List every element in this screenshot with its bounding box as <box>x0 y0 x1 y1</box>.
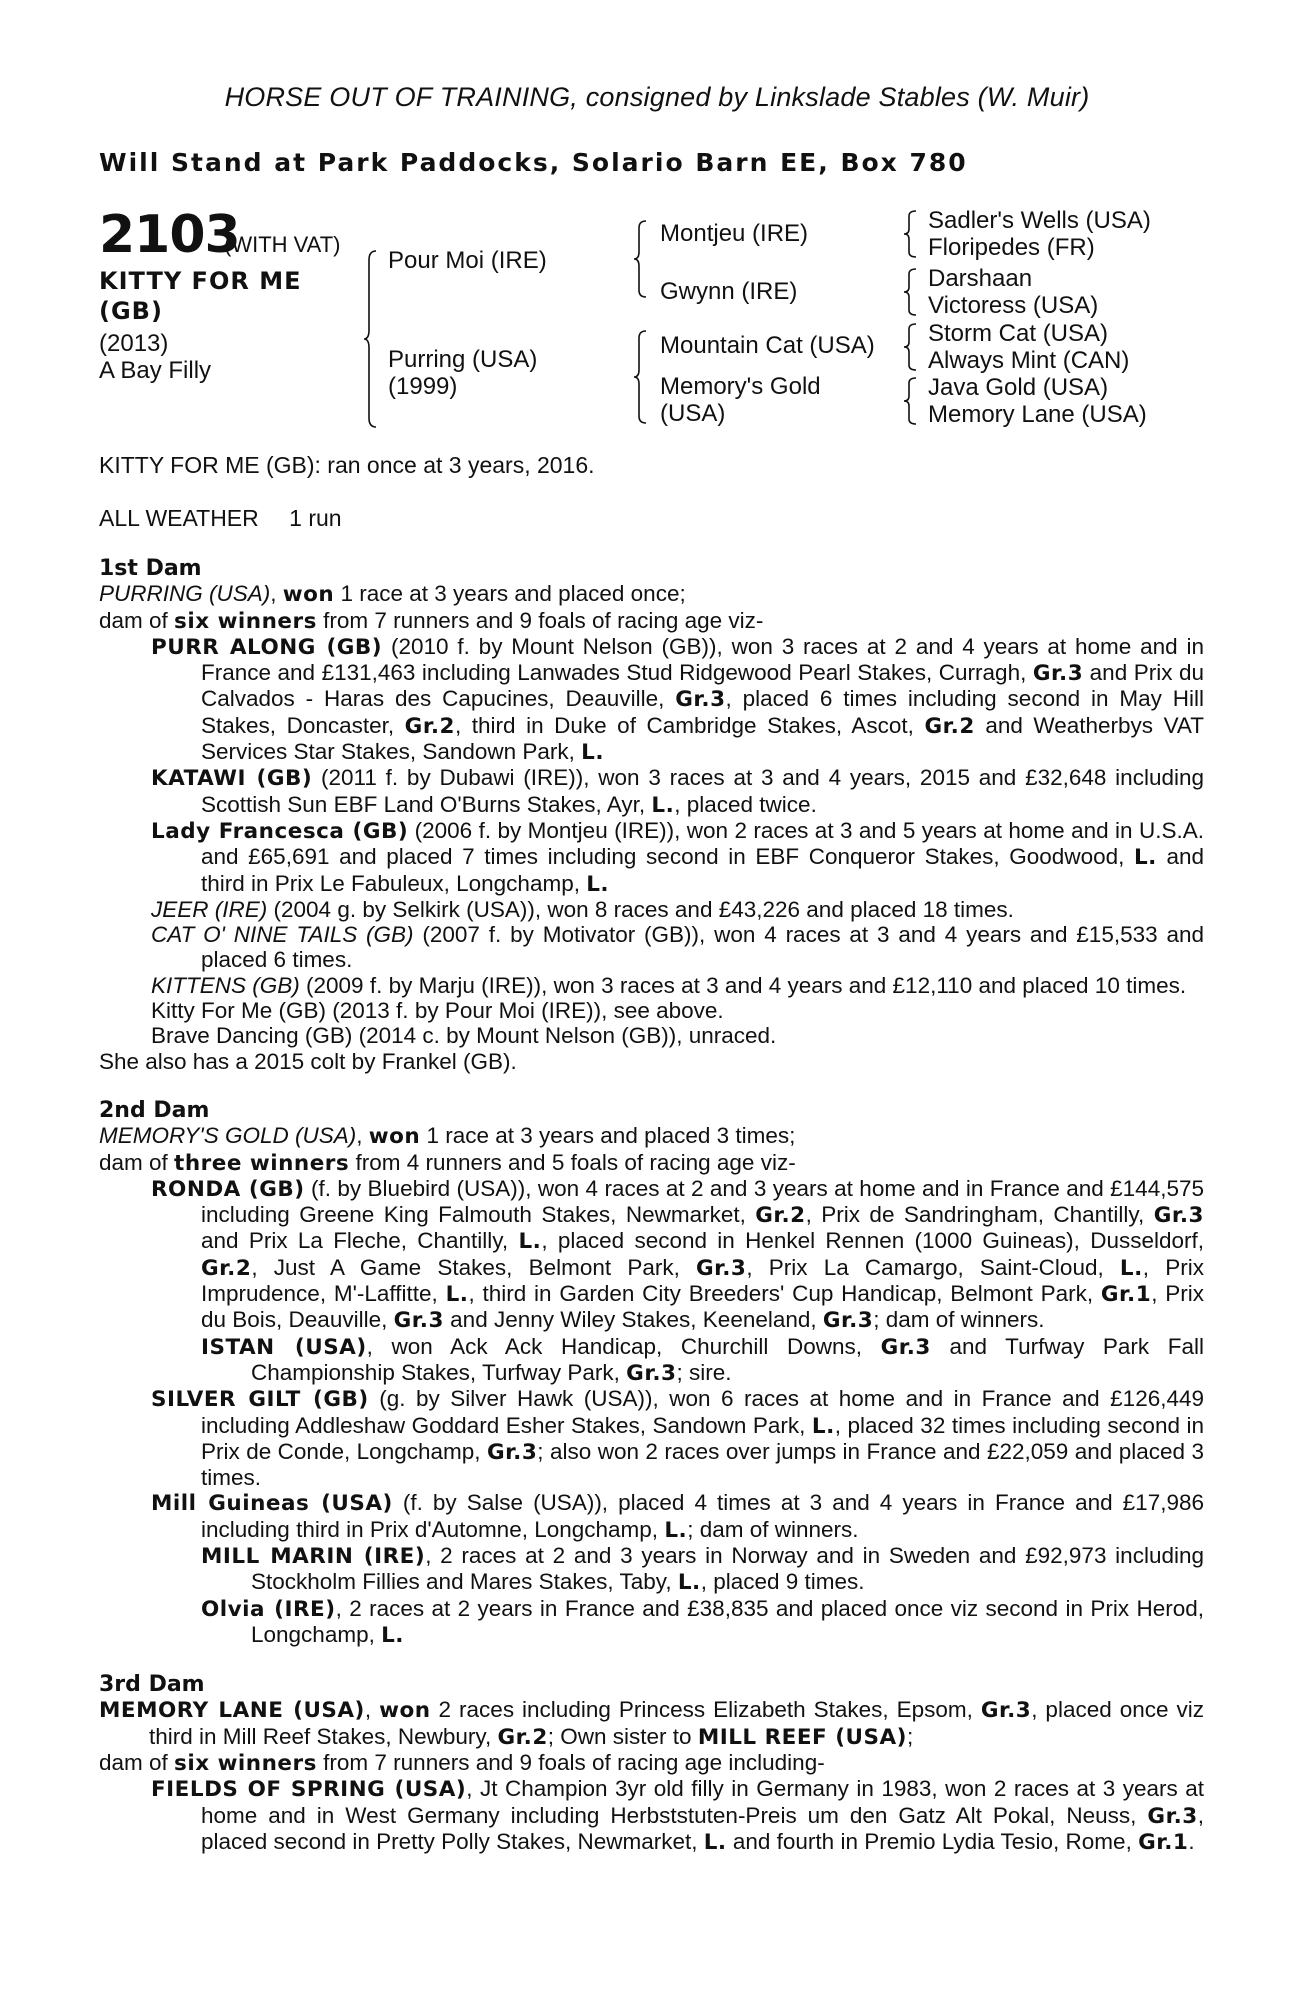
pedigree-ggd-4: Memory Lane (USA) <box>928 401 1147 428</box>
produce-name: JEER (IRE) <box>151 896 268 922</box>
pedigree-bracket-3d <box>906 377 918 425</box>
grade: L. <box>811 1413 835 1439</box>
text: and Turfway Park Fall Championship Stakes, Turfway Park, <box>251 1333 1204 1385</box>
horse-name <box>99 266 301 326</box>
second-dam-heading: 2nd Dam <box>99 1097 210 1123</box>
surface-label: ALL WEATHER <box>99 505 259 531</box>
grade: L. <box>1119 1255 1143 1281</box>
first-dam-heading: 1st Dam <box>99 556 202 581</box>
produce-name: RONDA (GB) <box>151 1176 305 1202</box>
grade: L. <box>586 871 610 897</box>
produce-note: She also has a 2015 colt by Frankel (GB). <box>99 1048 517 1074</box>
produce-entry: Kitty For Me (GB) (2013 f. by Pour Moi (IRE)), see above. <box>151 998 724 1024</box>
grade: Gr.1 <box>1100 1282 1152 1308</box>
grade: Gr.3 <box>626 1360 677 1386</box>
text: , third in Duke of Cambridge Stakes, Ascot, <box>454 712 925 738</box>
grade: Gr.1 <box>1138 1829 1189 1855</box>
text: . <box>1188 1828 1195 1854</box>
second-dam-intro: MEMORY'S GOLD (USA), won 1 race at 3 years and placed 3 times; <box>99 1123 796 1150</box>
text: and third in Prix Le Fabuleux, Longchamp, <box>201 844 1204 896</box>
pedigree-dam-year: (1999) <box>388 373 458 400</box>
first-dam-intro: PURRING (USA), won 1 race at 3 years and placed once; <box>99 581 686 608</box>
grade: Gr.3 <box>1032 661 1084 687</box>
text: (2006 f. by Montjeu (IRE)), won 2 races at 3 and 5 years at home and in U.S.A. and £65,691 and placed 7 times including second in EBF Conqueror Stakes, Goodwood, <box>201 817 1204 870</box>
text: , won Ack Ack Handicap, Churchill Downs, <box>366 1333 881 1359</box>
produce-entry <box>99 1776 1204 1855</box>
pedigree-bracket-2a <box>636 220 648 300</box>
text: and Prix du Calvados - Haras des Capucines, Deauville, <box>201 660 1204 712</box>
produce-name: Olvia (IRE) <box>201 1596 336 1622</box>
grade: Gr.2 <box>755 1203 806 1229</box>
grade: L. <box>445 1282 469 1308</box>
grade: L. <box>703 1829 727 1855</box>
grade: Gr.3 <box>980 1698 1032 1724</box>
text: from 7 runners and 9 foals of racing age viz- <box>316 607 764 633</box>
grade: Gr.2 <box>201 1255 252 1281</box>
first-dam-name: PURRING (USA) <box>99 581 271 607</box>
pedigree-dam-sire: Mountain Cat (USA) <box>660 332 875 359</box>
text: , placed second in Pretty Polly Stakes, Newmarket, <box>201 1802 1204 1854</box>
text: , placed 32 times including second in Prix de Conde, Longchamp, <box>201 1412 1204 1464</box>
grade: L. <box>664 1517 688 1543</box>
text: dam of <box>99 1149 175 1175</box>
grade: Gr.3 <box>696 1255 747 1281</box>
grade: L. <box>1133 845 1157 871</box>
produce-name: ISTAN (USA) <box>201 1334 367 1360</box>
produce-name: MILL MARIN (IRE) <box>201 1543 426 1569</box>
produce-name: SILVER GILT (GB) <box>151 1387 369 1413</box>
produce-name: KITTENS (GB) <box>151 972 300 998</box>
produce-name: Mill Guineas (USA) <box>151 1491 393 1517</box>
horse-name-line1: KITTY FOR ME <box>99 267 302 295</box>
pedigree-ggd-3: Always Mint (CAN) <box>928 347 1130 374</box>
produce-entry: Brave Dancing (GB) (2014 c. by Mount Nelson (GB)), unraced. <box>151 1023 777 1049</box>
lot-vat-note: (WITH VAT) <box>224 232 341 257</box>
produce-entry <box>99 1543 1204 1596</box>
horse-name-line2: (GB) <box>99 297 163 325</box>
produce-name: KATAWI (GB) <box>151 766 313 792</box>
horse-description: A Bay Filly <box>99 357 212 384</box>
third-dam-produce-summary <box>99 1750 1204 1776</box>
text: and Jenny Wiley Stakes, Keeneland, <box>443 1307 823 1333</box>
produce-entry <box>99 897 1204 922</box>
grade: Gr.3 <box>486 1439 538 1465</box>
text: (2004 g. by Selkirk (USA)), won 8 races and £43,226 and placed 18 times. <box>267 896 1014 922</box>
third-dam-intro: MEMORY LANE (USA), won 2 races including Princess Elizabeth Stakes, Epsom, Gr.3, placed once viz third in Mill Reef Stakes, Newbury, Gr.2; Own sister to MILL REEF (USA); <box>99 1697 1204 1750</box>
text: , 2 races at 2 and 3 years in Norway and in Sweden and £92,973 including Stockholm Fillies and Mares Stakes, Taby, <box>251 1542 1204 1595</box>
text: (2011 f. by Dubawi (IRE)), won 3 races at 3 and 4 years, 2015 and £32,648 including Scottish Sun EBF Land O'Burns Stakes, Ayr, <box>201 765 1204 817</box>
text: , placed once viz third in Mill Reef Stakes, Newbury, <box>149 1697 1204 1749</box>
pedigree-ggs-3: Storm Cat (USA) <box>928 320 1109 347</box>
pedigree-bracket-3a <box>906 210 918 258</box>
grade: Gr.3 <box>1147 1803 1198 1829</box>
text: (f. by Salse (USA)), placed 4 times at 3 and 4 years in France and £17,986 including third in Prix d'Automne, Longchamp, <box>201 1490 1204 1542</box>
surface-runs: 1 run <box>289 505 342 531</box>
pedigree-sire-sire: Montjeu (IRE) <box>660 220 809 247</box>
pedigree-ggs-4: Java Gold (USA) <box>928 374 1109 401</box>
text: , 2 races at 2 years in France and £38,835 and placed once viz second in Prix Herod, Longchamp, <box>251 1595 1205 1647</box>
produce-entry <box>99 1596 1204 1649</box>
grade: L. <box>381 1622 404 1648</box>
second-dam-produce-summary <box>99 1150 1204 1176</box>
produce-name: CAT O' NINE TAILS (GB) <box>151 922 414 948</box>
text: , Prix de Sandringham, Chantilly, <box>805 1202 1154 1228</box>
text: , Prix Imprudence, M'-Laffitte, <box>201 1254 1204 1307</box>
grade: Gr.3 <box>822 1308 874 1334</box>
stand-location: Will Stand at Park Paddocks, Solario Barn EE, Box 780 <box>99 148 968 177</box>
foaling-year: (2013) <box>99 330 169 357</box>
first-dam-produce-summary <box>99 608 1204 634</box>
grade: L. <box>581 740 605 766</box>
text: from 4 runners and 5 foals of racing age viz- <box>349 1149 796 1175</box>
pedigree-ggs-1: Sadler's Wells (USA) <box>928 207 1151 234</box>
text: (f. by Bluebird (USA)), won 4 races at 2 and 3 years at home and in France and £144,575 including Greene King Falmouth Stakes, Newmarket, <box>201 1175 1205 1228</box>
produce-entry <box>99 922 1204 973</box>
grade: Gr.3 <box>675 687 726 713</box>
text: dam of <box>99 1750 175 1776</box>
grade: L. <box>518 1229 542 1255</box>
consignor-header: HORSE OUT OF TRAINING, consigned by Linkslade Stables (W. Muir) <box>224 82 1090 112</box>
third-dam-heading: 3rd Dam <box>99 1672 205 1698</box>
sister-name: MILL REEF (USA) <box>697 1724 907 1750</box>
text: and Weatherbys VAT Services Star Stakes, Sandown Park, <box>201 712 1204 765</box>
produce-name: Lady Francesca (GB) <box>151 818 409 844</box>
second-dam-summary: 1 race at 3 years and placed 3 times; <box>420 1123 796 1149</box>
pedigree-ggs-2: Darshaan <box>928 265 1033 292</box>
text: , placed second in Henkel Rennen (1000 Guineas), Dusseldorf, <box>541 1228 1205 1254</box>
pedigree-bracket-3b <box>906 268 918 316</box>
surface-record <box>99 505 342 532</box>
pedigree-dam-dam <box>660 373 821 427</box>
text: ; <box>906 1723 914 1749</box>
text: , Prix du Bois, Deauville, <box>201 1281 1204 1333</box>
text: , placed twice. <box>674 791 817 817</box>
grade: Gr.2 <box>497 1724 548 1750</box>
produce-entry <box>99 973 1204 998</box>
text: , placed 6 times including second in May Hill Stakes, Doncaster, <box>201 686 1204 738</box>
won-label: won <box>379 1698 431 1724</box>
text: , placed 9 times. <box>700 1569 865 1595</box>
second-dam-name: MEMORY'S GOLD (USA) <box>99 1123 357 1149</box>
grade: Gr.3 <box>880 1334 931 1360</box>
third-dam-name: MEMORY LANE (USA) <box>99 1698 365 1724</box>
pedigree-dam-dam-origin: (USA) <box>660 400 726 427</box>
text: , third in Garden City Breeders' Cup Handicap, Belmont Park, <box>468 1281 1101 1307</box>
grade: Gr.2 <box>924 713 975 739</box>
text: (g. by Silver Hawk (USA)), won 6 races at home and in France and £126,449 including Addleshaw Goddard Esher Stakes, Sandown Park, <box>201 1386 1205 1438</box>
won-label: won <box>368 1124 421 1150</box>
text: and fourth in Premio Lydia Tesio, Rome, <box>726 1828 1139 1854</box>
produce-entry <box>99 818 1204 897</box>
grade: Gr.3 <box>1153 1203 1204 1229</box>
grade: L. <box>651 792 675 818</box>
pedigree-ggd-1: Floripedes (FR) <box>928 234 1095 261</box>
text: , Just A Game Stakes, Belmont Park, <box>251 1254 697 1280</box>
text: 2 races including Princess Elizabeth Stakes, Epsom, <box>430 1697 981 1723</box>
produce-name: PURR ALONG (GB) <box>151 634 383 660</box>
winners-count: six winners <box>174 608 317 634</box>
pedigree-bracket-2b <box>636 330 648 426</box>
produce-record <box>99 556 1204 1855</box>
pedigree-dam <box>388 346 537 400</box>
winners-count: three winners <box>174 1150 350 1176</box>
produce-entry <box>99 1490 1204 1543</box>
produce-name: FIELDS OF SPRING (USA) <box>151 1777 467 1803</box>
text: (2009 f. by Marju (IRE)), won 3 races at 3 and 4 years and £12,110 and placed 10 times. <box>299 972 1187 998</box>
pedigree-dam-name: Purring (USA) <box>388 346 538 373</box>
lot-number: 2103 <box>99 205 240 265</box>
produce-entry <box>99 1334 1204 1387</box>
text: , Prix La Camargo, Saint-Cloud, <box>746 1254 1120 1280</box>
text: ; dam of winners. <box>873 1307 1045 1333</box>
text: (2007 f. by Motivator (GB)), won 4 races at 3 and 4 years and £15,533 and placed 6 times. <box>201 922 1204 973</box>
won-label: won <box>282 582 335 608</box>
text: dam of <box>99 607 175 633</box>
pedigree-sire: Pour Moi (IRE) <box>388 247 547 274</box>
grade: Gr.2 <box>404 713 455 739</box>
text: ; Own sister to <box>547 1723 698 1749</box>
text: ; dam of winners. <box>687 1516 859 1542</box>
pedigree-ggd-2: Victoress (USA) <box>928 292 1099 319</box>
produce-entry <box>99 765 1204 818</box>
text: (2010 f. by Mount Nelson (GB)), won 3 races at 2 and 4 years at home and in France and £131,463 including Lanwades Stud Ridgewood Pearl Stakes, Curragh, <box>201 633 1204 686</box>
text: ; sire. <box>676 1359 732 1385</box>
produce-entry <box>99 1176 1204 1334</box>
produce-entry <box>99 1386 1204 1490</box>
produce-entry <box>99 634 1204 765</box>
text: and Prix La Fleche, Chantilly, <box>201 1228 519 1254</box>
first-dam-summary: 1 race at 3 years and placed once; <box>334 581 686 607</box>
grade: L. <box>677 1570 701 1596</box>
text: from 7 runners and 9 foals of racing age including- <box>316 1750 825 1776</box>
pedigree-bracket-3c <box>906 323 918 371</box>
pedigree-dam-dam-name: Memory's Gold <box>660 373 821 400</box>
race-record: KITTY FOR ME (GB): ran once at 3 years, 2016. <box>99 452 595 478</box>
pedigree-bracket-1 <box>366 250 378 428</box>
text: , Jt Champion 3yr old filly in Germany in 1983, won 2 races at 3 years at home and in West Germany including Herbststuten-Preis um den Gatz Alt Pokal, Neuss, <box>201 1776 1204 1828</box>
text: ; also won 2 races over jumps in France and £22,059 and placed 3 times. <box>201 1438 1204 1491</box>
pedigree-sire-dam: Gwynn (IRE) <box>660 278 798 305</box>
winners-count: six winners <box>174 1751 317 1777</box>
grade: Gr.3 <box>393 1308 444 1334</box>
